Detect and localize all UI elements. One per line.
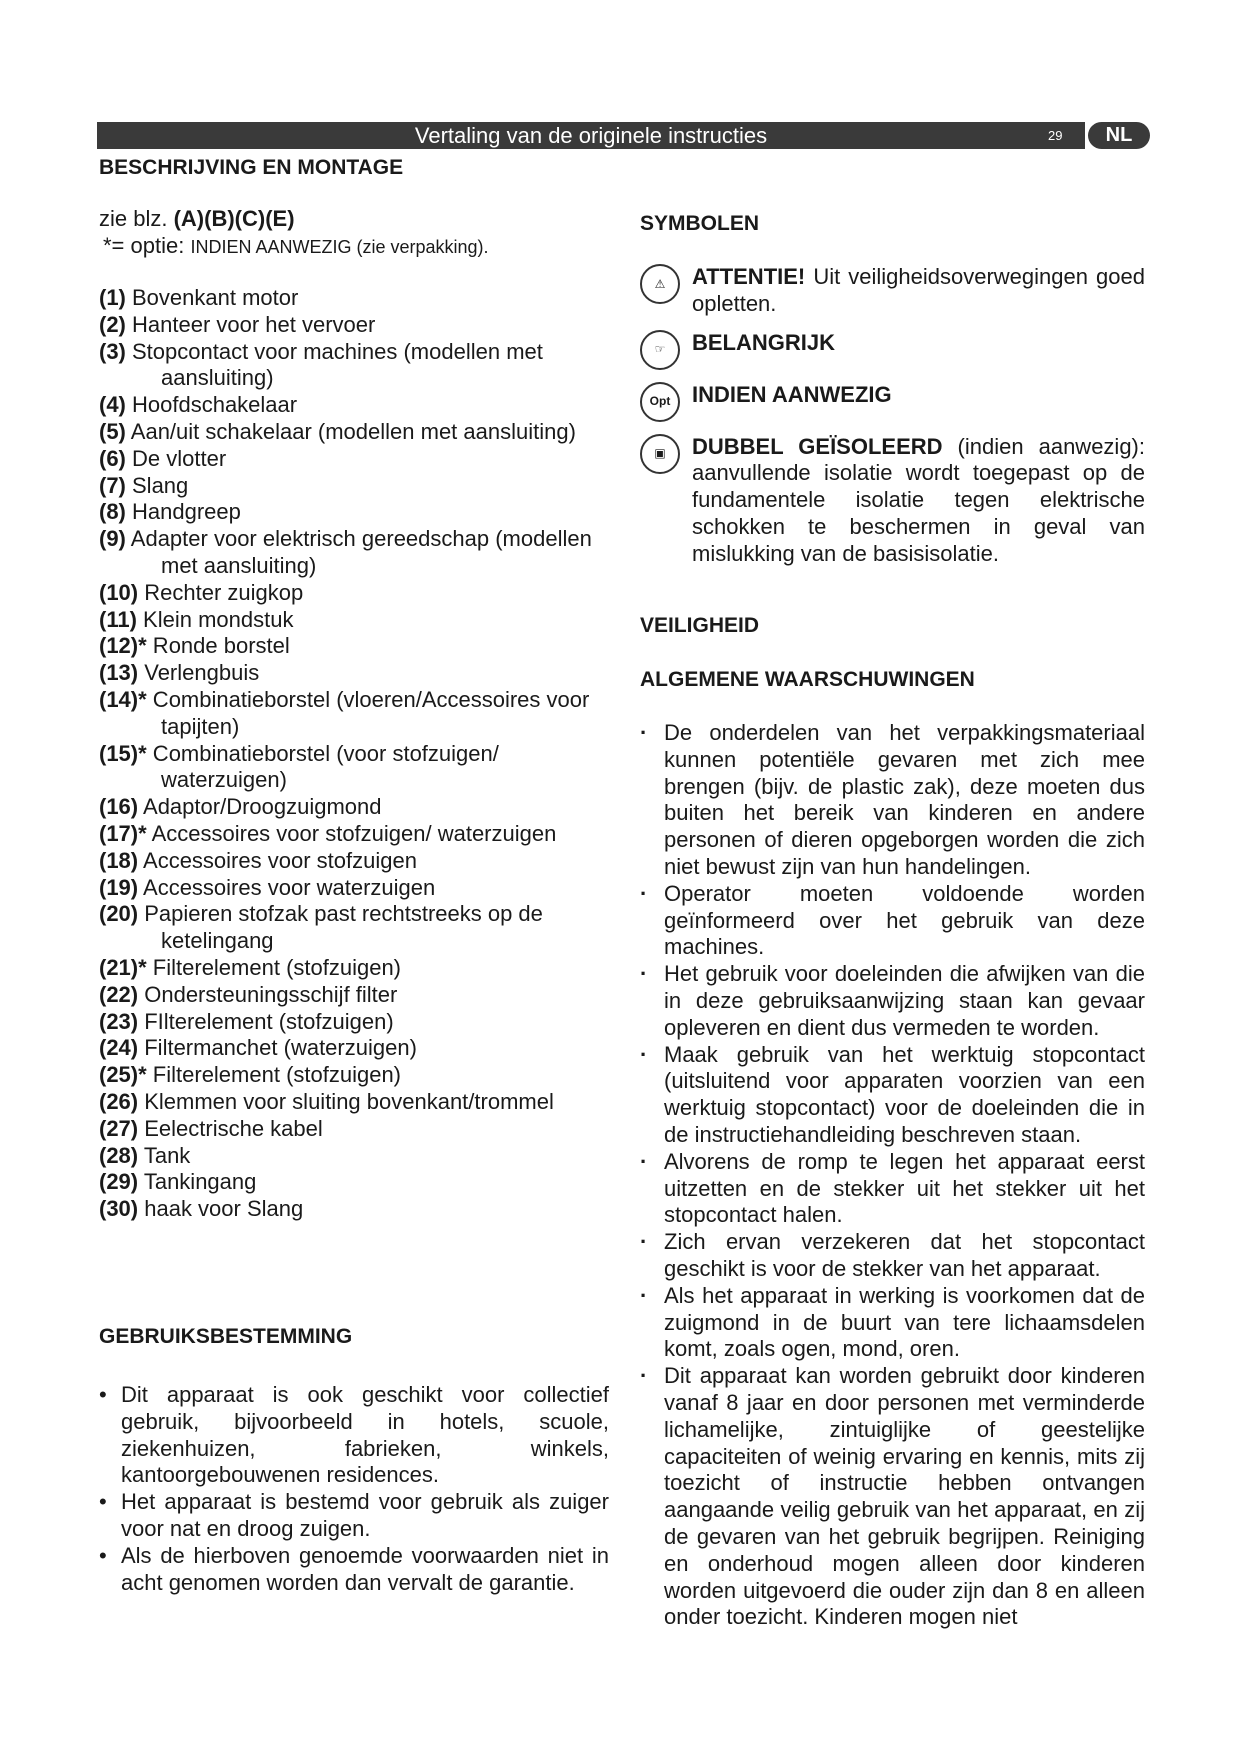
- part-label: Hoofdschakelaar: [125, 392, 298, 418]
- symbol-title: BELANGRIJK: [692, 329, 836, 355]
- part-label: Tankingang: [138, 1169, 257, 1195]
- part-item: [99, 687, 609, 741]
- part-label: Combinatieborstel (voor stofzuigen/ waterzuigen): [146, 740, 499, 793]
- symbol-item: [640, 264, 1145, 318]
- part-item: [99, 499, 609, 526]
- part-number: (19): [99, 874, 139, 900]
- symbol-text: [692, 330, 835, 357]
- warning-item: · Als het apparaat in werking is voorkomen dat de zuigmond in de buurt van tere lichaamsdelen komt, zoals ogen, mond, oren.: [640, 1283, 1145, 1363]
- part-number: (1): [99, 285, 126, 310]
- symbol-title: INDIEN AANWEZIG: [692, 381, 892, 407]
- symbol-description: (indien aanwezig): aanvullende isolatie wordt toegepast op de fundamentele isolatie tegen elektrische schokken te beschermen in geval van mislukking van de basisisolatie.: [692, 433, 1145, 566]
- part-label: Bovenkant motor: [125, 285, 299, 310]
- warning-item: · De onderdelen van het verpakkingsmateriaal kunnen potentiële gevaren met zich mee brengen (bijv. de plastic zak), deze moeten dus buiten het bereik van kinderen en andere personen of dieren opgeborgen worden die zich niet bewust zijn van hun handelingen.: [640, 720, 1145, 881]
- part-label: Accessoires voor stofzuigen: [138, 847, 417, 873]
- usage-item: • Als de hierboven genoemde voorwaarden niet in acht genomen worden dan vervalt de garantie.: [99, 1543, 609, 1597]
- section-title-symbols: SYMBOLEN: [640, 212, 760, 235]
- part-number: (5): [99, 418, 126, 444]
- warning-item: · Maak gebruik van het werktuig stopcontact (uitsluitend voor apparaten voorzien van een werktuig stopcontact) voor de doeleinden die in de instructiehandleiding beschreven staan.: [640, 1042, 1145, 1149]
- part-label: Filterelement (stofzuigen): [146, 1062, 402, 1088]
- part-label: Filtermanchet (waterzuigen): [138, 1035, 417, 1061]
- part-number: (3): [99, 338, 126, 364]
- part-label: Combinatieborstel (vloeren/Accessoires voor tapijten): [146, 686, 590, 739]
- part-item: [99, 1062, 609, 1089]
- part-number: (24): [99, 1035, 139, 1061]
- part-label: Klein mondstuk: [136, 606, 294, 632]
- option-note: *= optie: INDIEN AANWEZIG (zie verpakking).: [103, 233, 489, 258]
- part-number: (4): [99, 392, 126, 418]
- warning-item: · Alvorens de romp te legen het apparaat eerst uitzetten en de stekker uit het stekker uit het stopcontact halen.: [640, 1149, 1145, 1229]
- page-number: 29: [1048, 128, 1063, 143]
- part-number: (23): [99, 1008, 139, 1034]
- part-item: [99, 580, 609, 607]
- part-number: (21)*: [99, 954, 147, 980]
- part-label: Filterelement (stofzuigen): [146, 954, 402, 980]
- symbol-item: [640, 382, 1145, 422]
- part-label: Accessoires voor stofzuigen/ waterzuigen: [146, 820, 557, 846]
- warning-item: · Het gebruik voor doeleinden die afwijken van die in deze gebruiksaanwijzing staan kan gevaar opleveren en dient dus vermeden te worden.: [640, 961, 1145, 1041]
- section-title-safety: VEILIGHEID: [640, 614, 760, 637]
- part-item: [99, 1143, 609, 1170]
- part-label: Eelectrische kabel: [138, 1115, 323, 1141]
- part-number: (27): [99, 1115, 139, 1141]
- part-label: Klemmen voor sluiting bovenkant/trommel: [138, 1088, 554, 1114]
- part-number: (29): [99, 1169, 139, 1195]
- part-label: FIlterelement (stofzuigen): [138, 1008, 394, 1034]
- part-label: De vlotter: [125, 445, 227, 471]
- symbol-item: [640, 434, 1145, 568]
- part-item: [99, 901, 609, 955]
- part-label: Ondersteuningsschijf filter: [138, 981, 398, 1007]
- part-label: Aan/uit schakelaar (modellen met aansluiting): [125, 418, 576, 444]
- part-label: Ronde borstel: [146, 633, 290, 659]
- part-label: Rechter zuigkop: [138, 579, 304, 605]
- part-item: [99, 312, 609, 339]
- part-item: [99, 848, 609, 875]
- part-label: Adaptor/Droogzuigmond: [138, 794, 382, 820]
- part-item: [99, 1116, 609, 1143]
- part-item: [99, 1196, 609, 1223]
- symbol-description: Uit veiligheidsoverwegingen goed opletten.: [692, 264, 1145, 316]
- part-number: (28): [99, 1142, 139, 1168]
- warning-item: · Zich ervan verzekeren dat het stopcontact geschikt is voor de stekker van het apparaat.: [640, 1229, 1145, 1283]
- part-item: [99, 419, 609, 446]
- part-number: (9): [99, 526, 126, 552]
- symbol-text: [692, 382, 892, 409]
- part-label: Stopcontact voor machines (modellen met aansluiting): [125, 338, 543, 391]
- part-label: Papieren stofzak past rechtstreeks op de ketelingang: [138, 901, 543, 954]
- part-item: [99, 1009, 609, 1036]
- part-number: (8): [99, 499, 126, 525]
- symbol-text: [692, 264, 1145, 318]
- part-label: Accessoires voor waterzuigen: [138, 874, 436, 900]
- see-pages-line: zie blz. (A)(B)(C)(E): [99, 206, 295, 231]
- part-label: Handgreep: [125, 499, 241, 525]
- usage-item: • Dit apparaat is ook geschikt voor collectief gebruik, bijvoorbeeld in hotels, scuole, ziekenhuizen, fabrieken, winkels, kantoorgebouwenen residences.: [99, 1382, 609, 1489]
- part-number: (17)*: [99, 820, 147, 846]
- symbol-title: ATTENTIE!: [692, 264, 806, 289]
- symbols-list: [640, 264, 1145, 580]
- part-label: Verlengbuis: [138, 660, 260, 686]
- part-number: (16): [99, 794, 139, 820]
- part-number: (26): [99, 1088, 139, 1114]
- part-item: [99, 392, 609, 419]
- part-number: (25)*: [99, 1062, 147, 1088]
- double-insulated-icon: ▣: [640, 434, 680, 474]
- part-item: [99, 1089, 609, 1116]
- symbol-title: DUBBEL GEÏSOLEERD: [692, 433, 943, 459]
- part-number: (11): [99, 606, 137, 632]
- part-number: (18): [99, 847, 139, 873]
- parts-list: [99, 285, 609, 1223]
- part-item: [99, 794, 609, 821]
- warning-item: · Dit apparaat kan worden gebruikt door kinderen vanaf 8 jaar en door personen met verminderde lichamelijke, zintuiglijke of geestelijke capaciteiten of weinig ervaring en kennis, mits zij toezicht of instructie hebben ontvangen aangaande veilig gebruik van het apparaat, en zij de gevaren van het gebruik begrijpen. Reiniging en onderhoud mogen alleen door kinderen worden uitgevoerd die ouder zijn dan 8 en alleen onder toezicht. Kinderen mogen niet: [640, 1363, 1145, 1631]
- part-label: Slang: [125, 472, 189, 498]
- part-item: [99, 607, 609, 634]
- part-number: (20): [99, 901, 139, 927]
- part-item: [99, 526, 609, 580]
- part-number: (13): [99, 660, 139, 686]
- part-item: [99, 1169, 609, 1196]
- part-number: (2): [99, 311, 126, 337]
- part-number: (12)*: [99, 633, 147, 659]
- optional-icon: Opt: [640, 382, 680, 422]
- part-item: [99, 875, 609, 902]
- part-item: [99, 633, 609, 660]
- part-number: (6): [99, 445, 126, 471]
- part-number: (22): [99, 981, 139, 1007]
- part-item: [99, 473, 609, 500]
- section-title-warnings: ALGEMENE WAARSCHUWINGEN: [640, 668, 975, 691]
- warning-icon: ⚠: [640, 264, 680, 304]
- part-number: (14)*: [99, 686, 147, 712]
- part-label: Hanteer voor het vervoer: [125, 311, 376, 337]
- header-bar: [97, 122, 1085, 149]
- part-item: [99, 821, 609, 848]
- hand-icon: ☞: [640, 330, 680, 370]
- part-label: Adapter voor elektrisch gereedschap (modellen met aansluiting): [125, 526, 592, 578]
- part-number: (7): [99, 472, 126, 498]
- part-number: (15)*: [99, 740, 147, 766]
- part-item: [99, 285, 609, 312]
- section-title-description: BESCHRIJVING EN MONTAGE: [99, 156, 404, 179]
- part-label: Tank: [138, 1142, 191, 1168]
- part-item: [99, 446, 609, 473]
- language-badge: NL: [1088, 122, 1150, 149]
- header-title: Vertaling van de originele instructies: [414, 123, 768, 148]
- symbol-item: [640, 330, 1145, 370]
- part-item: [99, 660, 609, 687]
- usage-list: [99, 1382, 609, 1596]
- part-item: [99, 982, 609, 1009]
- part-label: haak voor Slang: [138, 1196, 304, 1222]
- warning-item: · Operator moeten voldoende worden geïnformeerd over het gebruik van deze machines.: [640, 881, 1145, 961]
- part-number: (30): [99, 1196, 139, 1222]
- part-item: [99, 339, 609, 393]
- usage-item: • Het apparaat is bestemd voor gebruik als zuiger voor nat en droog zuigen.: [99, 1489, 609, 1543]
- part-item: [99, 955, 609, 982]
- part-item: [99, 1035, 609, 1062]
- warnings-list: [640, 720, 1145, 1631]
- part-number: (10): [99, 579, 139, 605]
- section-title-usage: GEBRUIKSBESTEMMING: [99, 1325, 353, 1348]
- symbol-text: [692, 434, 1145, 568]
- part-item: [99, 741, 609, 795]
